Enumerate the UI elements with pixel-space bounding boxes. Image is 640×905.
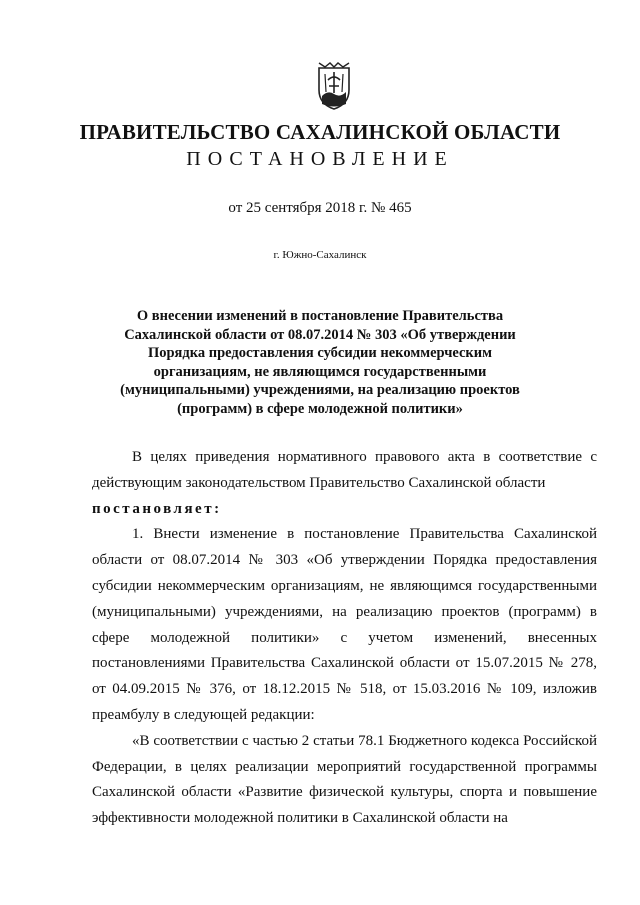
quote-paragraph: «В соответствии с частью 2 статьи 78.1 Бюджетного кодекса Российской Федерации, в целях реализации мероприятий государственной программы Сахалинской области «Развитие физической культуры, спорта и повышение эффективности молодежной политики в Сахалинской области на: [92, 732, 597, 827]
document-type: ПОСТАНОВЛЕНИЕ: [186, 148, 454, 170]
document-subject: О внесении изменений в постановление Правительства Сахалинской области от 08.07.2014 № 303 «Об утверждении Порядка предоставления субсидии некоммерческим организациям, не являющимся государственными (муниципальными) учреждениями, на реализацию проектов (программ) в сфере молодежной политики»: [120, 308, 520, 417]
decides-word: постановляет:: [92, 500, 222, 517]
preamble-paragraph: [92, 445, 597, 497]
document-body: [92, 445, 597, 832]
organization-title: ПРАВИТЕЛЬСТВО САХАЛИНСКОЙ ОБЛАСТИ: [79, 120, 561, 144]
preamble-text: В целях приведения нормативного правового акта в соответствие с действующим законодательством Правительство Сахалинской области: [92, 449, 597, 491]
coat-of-arms-icon: [316, 60, 352, 110]
document-city: г. Южно-Сахалинск: [273, 249, 367, 261]
item-1-paragraph: 1. Внести изменение в постановление Правительства Сахалинской области от 08.07.2014 № 303 «Об утверждении Порядка предоставления субсидии некоммерческим организациям, не являющимся государственными (муниципальными) учреждениями, на реализацию проектов (программ) в сфере молодежной политики» с учетом изменений, внесенных постановлениями Правительства Сахалинской области от 15.07.2015 № 278, от 04.09.2015 № 376, от 18.12.2015 № 518, от 15.03.2016 № 109, изложив преамбулу в следующей редакции:: [92, 526, 597, 723]
document-date-number: от 25 сентября 2018 г. № 465: [228, 200, 412, 216]
decides-paragraph: [92, 497, 597, 523]
